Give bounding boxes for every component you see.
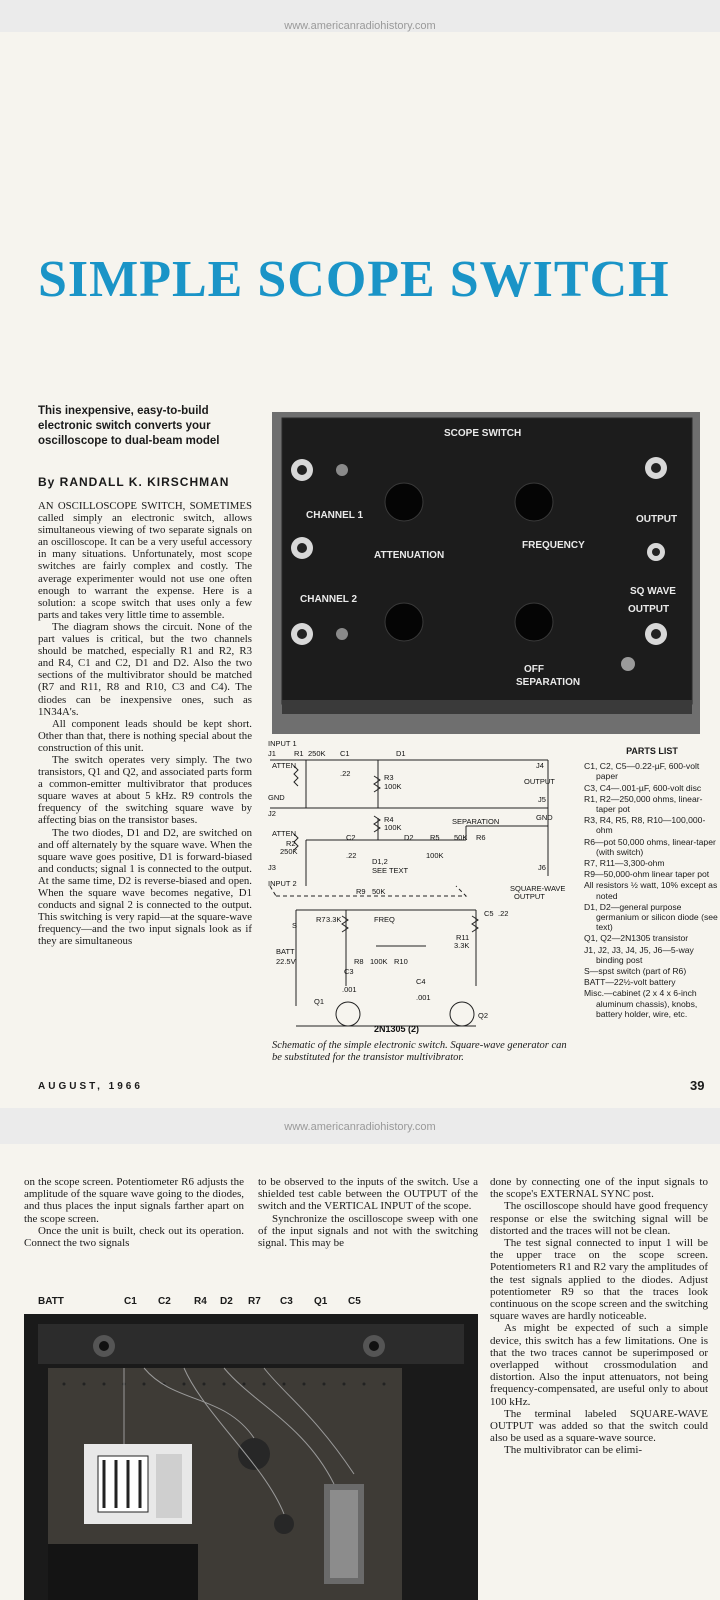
schematic-label: .001 [342, 985, 357, 994]
schematic-label: 100K [384, 782, 402, 791]
photo-label: C2 [158, 1296, 171, 1307]
schematic-label: J6 [538, 863, 546, 872]
schematic-label: 250K [280, 847, 298, 856]
schematic-label: 3.3K [454, 941, 470, 950]
schematic-label: 50K [454, 833, 468, 842]
schematic-label: SQUARE-WAVE [510, 884, 566, 893]
label-off: OFF [524, 664, 544, 675]
device-photo [272, 412, 700, 734]
text-run: SQUARE-WAVE OUTPUT [490, 1407, 708, 1433]
figure-caption: Schematic of the simple electronic switch. Square-wave generator can be substituted for the transistor multivibrator. [272, 1040, 567, 1063]
article-title: SIMPLE SCOPE SWITCH [38, 251, 670, 308]
paragraph: The test signal connected to input 1 will be the upper trace on the scope screen. Potentiometers R1 and R2 vary the amplitudes of the test signals applied to the diodes. Adjust potentiometer R9 so that the traces look continuous on the scope screen and the switching square waves are hardly noticeable. [490, 1237, 708, 1323]
parts-list-heading: PARTS LIST [626, 746, 678, 756]
page2-column-3 [490, 1176, 708, 1457]
parts-item: C3, C4—.001-µF, 600-volt disc [584, 782, 702, 793]
text-run: of the scope. [415, 1200, 472, 1213]
text-run: done by connecting one of the input signals to the scope's [490, 1176, 708, 1201]
schematic-label: 100K [426, 851, 444, 860]
page-number: 39 [690, 1078, 705, 1093]
parts-list [584, 746, 720, 1020]
text-run: EXTERNAL SYNC [540, 1188, 630, 1201]
schematic-label: Q2 [478, 1011, 489, 1020]
photo-label: C5 [348, 1296, 361, 1307]
watermark-top: www.americanradiohistory.com [284, 20, 436, 32]
byline: By RANDALL K. KIRSCHMAN [38, 475, 230, 489]
schematic-label: ATTEN [272, 761, 297, 770]
schematic-label: INPUT 2 [268, 879, 297, 888]
parts-item: R1, R2—250,000 ohms, linear-taper pot [584, 793, 703, 815]
schematic-labels [268, 739, 565, 1034]
schematic-label: SEPARATION [452, 817, 500, 826]
schematic-label: R9 [356, 887, 366, 896]
page2-column-1 [24, 1176, 244, 1249]
paragraph: The diagram shows the circuit. None of the part values is critical, but the two channels should be matched, especially R1 and R2, R3 and R4, C1 and C2, D1 and D2. Also the two sections of the multivibrator should be matched (R7 and R11, R8 and R10, C3 and C4). The diodes can be inexpensive ones, such as 1N34A's. [38, 620, 252, 718]
watermark-middle: www.americanradiohistory.com [284, 1121, 436, 1133]
schematic-label: ATTEN [272, 829, 297, 838]
page2-column-2 [258, 1176, 478, 1249]
schematic-label: R5 [430, 833, 440, 842]
paragraph: All component leads should be kept short. Other than that, there is nothing special about the construction of this unit. [38, 717, 252, 754]
photo-label: D2 [220, 1296, 233, 1307]
schematic-label: J3 [268, 863, 276, 872]
schematic-label: INPUT 1 [268, 739, 297, 748]
parts-item: R3, R4, R5, R8, R10—100,000-ohm [584, 815, 706, 836]
label-frequency: FREQUENCY [522, 540, 585, 551]
parts-item: J1, J2, J3, J4, J5, J6—5-way binding post [584, 944, 694, 965]
paragraph [490, 1176, 708, 1200]
schematic-label: R11 [456, 933, 470, 942]
schematic-label: C2 [346, 833, 356, 842]
label-output: OUTPUT [636, 514, 678, 525]
parts-item: R6—pot 50,000 ohms, linear-taper (with switch) [584, 836, 716, 857]
parts-item: R7, R11—3,300-ohm [584, 858, 665, 869]
paragraph: The multivibrator can be elimi- [504, 1444, 643, 1457]
schematic-label: D1,2 [372, 857, 388, 866]
schematic-label: D2 [404, 833, 414, 842]
schematic-label: R10 [394, 957, 408, 966]
photo-label: C3 [280, 1296, 293, 1307]
label-channel-2: CHANNEL 2 [300, 594, 358, 605]
parts-item: Q1, Q2—2N1305 transistor [584, 933, 689, 944]
parts-item: BATT—22½-volt battery [584, 977, 676, 988]
text-run: The terminal labeled [504, 1407, 617, 1420]
internal-wiring-photo [24, 1314, 478, 1600]
schematic-label: GND [536, 813, 553, 822]
device-photo-drawing [272, 412, 700, 734]
schematic-label: .22 [346, 851, 357, 860]
label-separation: SEPARATION [516, 677, 581, 688]
schematic-label: R3 [384, 773, 394, 782]
schematic-label: R6 [476, 833, 486, 842]
schematic-label: D1 [396, 749, 406, 758]
schematic-label: 2N1305 (2) [374, 1024, 420, 1034]
parts-item: D1, D2—general purpose germanium or silicon diode (see text) [584, 901, 718, 933]
article-body [38, 500, 252, 947]
paragraph [258, 1176, 478, 1213]
schematic-label: R4 [384, 815, 394, 824]
parts-item: Misc.—cabinet (2 x 4 x 6-inch aluminum chassis), knobs, battery holder, wire, etc. [584, 988, 698, 1019]
schematic-label: 50K [372, 887, 386, 896]
schematic-label: 100K [370, 957, 388, 966]
paragraph: AN OSCILLOSCOPE SWITCH, SOMETIMES called simply an electronic switch, allows simultaneous viewing of two separate signals on an oscilloscope. It can be a very useful accessory in many situations. Unfortunately, most scope switches are fairly complex and costly. The average experimenter would not use one often enough to warrant the expense. Here is a solution: a scope switch that uses only a few parts and takes very little time to assemble. [38, 500, 252, 621]
schematic-label: J4 [536, 761, 544, 770]
schematic-label: OUTPUT [514, 892, 545, 901]
panel-title: SCOPE SWITCH [444, 428, 522, 439]
paragraph: on the scope screen. Potentiometer R6 adjusts the amplitude of the square wave going to the diodes, and thus places the input signals farther apart on the scope screen. [24, 1176, 244, 1225]
paragraph: The switch operates very simply. The two transistors, Q1 and Q2, and associated parts form a common-emitter multivibrator that produces square waves at about 5 kHz. R9 controls the frequency of the switching square wave by affecting bias on the transistor bases. [38, 753, 252, 827]
parts-item: R9—50,000-ohm linear taper pot [584, 869, 710, 880]
paragraph: The oscilloscope should have good frequency response or else the switching signal will be distorted and the traces will not be clean. [490, 1200, 708, 1237]
schematic-label: C1 [340, 749, 350, 758]
paragraph: Once the unit is built, check out its operation. Connect the two signals [24, 1224, 244, 1250]
photo-label: Q1 [314, 1296, 328, 1307]
text-run: was added so that the switch could also be used as a square-wave source. [490, 1420, 708, 1445]
text-run: OUTPUT [403, 1188, 448, 1201]
schematic-label: 22.5V [276, 957, 296, 966]
schematic-label: .22 [498, 909, 509, 918]
schematic-label: SEE TEXT [372, 866, 409, 875]
photo-label: R7 [248, 1296, 261, 1307]
text-run: post. [632, 1188, 654, 1201]
paragraph: Synchronize the oscilloscope sweep with one of the input signals and not with the switching signal. This may be [258, 1212, 478, 1250]
schematic-label: S [292, 921, 298, 930]
schematic-label: .001 [416, 993, 431, 1002]
schematic-drawing [266, 736, 582, 1038]
schematic-label: C4 [416, 977, 426, 986]
label-attenuation: ATTENUATION [374, 550, 445, 561]
schematic-label: OUTPUT [524, 777, 555, 786]
paragraph: As might be expected of such a simple device, this switch has a few limitations. One is that the two traces cannot be superimposed or overlapped without crossmodulation and distortion. Also the input attenuators, not being frequency-compensated, are useful only to about 100 kHz. [490, 1322, 708, 1408]
internal-photo-drawing [24, 1314, 478, 1600]
schematic-label: 250K [308, 749, 326, 758]
schematic-label: R8 [354, 957, 364, 966]
schematic-label: GND [268, 793, 285, 802]
label-sq-output: OUTPUT [628, 604, 670, 615]
magazine-page-39 [0, 32, 720, 1108]
article-deck: This inexpensive, easy-to-build electronic switch converts your oscilloscope to dual-beam model [38, 405, 220, 447]
schematic-label: J1 [268, 749, 276, 758]
magazine-page-40 [0, 1144, 720, 1600]
schematic-label: C3 [344, 967, 354, 976]
parts-item: All resistors ½ watt, 10% except as noted [584, 880, 718, 901]
photo-label: BATT [38, 1296, 64, 1307]
schematic-label: BATT [276, 947, 295, 956]
text-run: to be observed to the inputs of the switch. Use a shielded test cable between the [258, 1176, 478, 1201]
schematic-label: FREQ [374, 915, 395, 924]
schematic-label: 3.3K [326, 915, 342, 924]
parts-item: S—spst switch (part of R6) [584, 966, 687, 977]
schematic-label: J5 [538, 795, 546, 804]
text-run: VERTICAL INPUT [324, 1200, 413, 1213]
label-channel-1: CHANNEL 1 [306, 510, 364, 521]
schematic-label: Q1 [314, 997, 325, 1006]
schematic-label: C5 [484, 909, 494, 918]
schematic-diagram [266, 736, 582, 1038]
label-sq-wave: SQ WAVE [630, 586, 676, 597]
issue-date: AUGUST, 1966 [38, 1081, 143, 1092]
paragraph [490, 1408, 708, 1445]
internal-photo-labels [24, 1296, 478, 1310]
schematic-label: J2 [268, 809, 276, 818]
schematic-label: 100K [384, 823, 402, 832]
schematic-label: R2 [286, 839, 296, 848]
text-run: of the switch and the [258, 1188, 478, 1213]
paragraph: The two diodes, D1 and D2, are switched on and off alternately by the square wave. When the square wave goes positive, D1 is forward-biased and conducts; signal 1 is connected to the output. At the same time, D2 is reverse-biased and open. When the square wave becomes negative, D1 conducts and signal 2 is connected to the output. This switching is very rapid—at the square-wave frequency—and the two input signals look as if they are simultaneous [38, 826, 252, 948]
parts-item: C1, C2, C5—0.22-µF, 600-volt paper [584, 761, 700, 782]
photo-label: C1 [124, 1296, 137, 1307]
schematic-label: R7 [316, 915, 326, 924]
schematic-label: .22 [340, 769, 351, 778]
schematic-label: R1 [294, 749, 304, 758]
photo-label: R4 [194, 1296, 207, 1307]
